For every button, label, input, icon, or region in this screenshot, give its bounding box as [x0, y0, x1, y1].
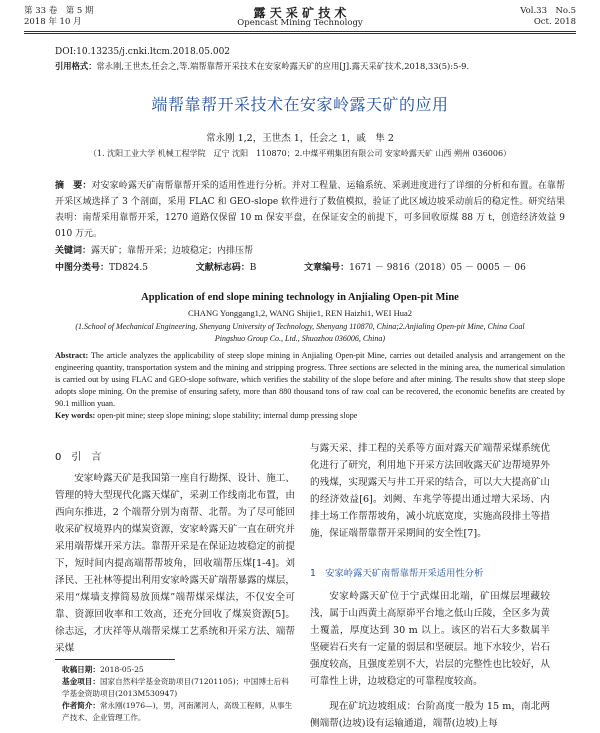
- affiliation-en: (1.School of Mechanical Engineering, Shenyang University of Technology, Shenyang 110870, China;2.Anjialing Open-pit Mine, China Coal Pingshuo Group Co., Ltd., Shuozhou 036006, China): [75, 322, 525, 343]
- author-bio: [62, 700, 294, 724]
- abstract-en-text: The article analyzes the applicability of steep slope mining in Anjialing Open-pit Mine, carries out detailed analysis and arrangement on the engineering quantity, transportation system and the mining and stripping progress. Three sections are selected in the mining area, the numerical simulation is carried out by using FLAC and GEO-slope software, which verifies the stability of the slope before and after mining. The results show that steep slope adopts slope mining. On the premise of ensuring safety, more than 880 thousand tons of raw coal can be recovered, the economic benefits are created by 90.1 million yuan.: [55, 351, 565, 408]
- fund: [62, 676, 294, 700]
- abstract-cn-text: 对安家岭露天矿南帮靠帮开采的适用性进行分析。并对工程量、运输系统、采剥进度进行了详细的分析和布置。在靠帮开采区域选择了 3 个剖面，采用 FLAC 和 GEO-slope 软件进行了数值模拟，验证了此区域边坡采动前后的稳定性。研究结果表明：南帮采用靠帮开采，1270 道路仅保留 10 m 保安平盘，在保证安全的前提下，可多回收原煤 88 万 t，创造经济效益 9 010 万元。: [55, 181, 565, 239]
- header-journal-cn: 露 天 采 矿 技 术: [253, 6, 347, 20]
- header-vol-en: Vol.33 No.5: [520, 6, 576, 16]
- keywords-en-label: Key words:: [55, 411, 96, 420]
- fund-text: 国家自然科学基金资助项目(71201105)；中国博士后科学基金资助项目(2013M530947): [62, 677, 289, 698]
- keywords-en: [55, 410, 565, 422]
- right-paragraph-1: 与露天采、排工程的关系等方面对露天矿端帮采煤系统优化进行了研究，利用地下开采方法回收露天矿边帮境界外的残煤，实现露天与井工开采的结合，可以大大提高矿山的经济效益[6]。刘阙、车兆学等提出通过增大采场、内排土场工作帮帮坡角，减小坑底宽度，实施高段排土等措施，保证端帮靠帮开采期间的安全性[7]。: [310, 443, 550, 539]
- clc-label: 中图分类号：: [55, 263, 110, 273]
- header-date-cn: 2018 年 10 月: [24, 17, 82, 27]
- abstract-cn: [55, 178, 565, 242]
- title-en: Application of end slope mining technology in Anjialing Open-pit Mine: [141, 292, 459, 303]
- received-date: 2018-05-25: [99, 665, 144, 674]
- header-vol-cn: 第 33 卷 第 5 期: [24, 6, 94, 16]
- authors-cn: 常永刚 1,2，王世杰 1，任会之 1，戚 隼 2: [206, 133, 394, 144]
- section-1-heading: 1 安家岭露天矿南帮靠帮开采适用性分析: [310, 568, 484, 579]
- fund-label: 基金项目：: [62, 677, 100, 686]
- citation-text: 常永刚,王世杰,任会之,等.端帮靠帮开采技术在安家岭露天矿的应用[J].露天采矿技术,2018,33(5):5-9.: [96, 61, 470, 71]
- keywords-cn-label: 关键词：: [55, 246, 92, 256]
- section-0-heading: 0 引 言: [55, 452, 102, 463]
- received-label: 收稿日期：: [62, 665, 100, 674]
- abstract-en: [55, 350, 565, 410]
- clc-value: TD824.5: [109, 263, 148, 273]
- footnote-rule: [55, 659, 175, 660]
- header-rule-2: [24, 33, 576, 34]
- citation-label: 引用格式：: [55, 61, 97, 71]
- intro-paragraph: 安家岭露天矿是我国第一座自行勘探、设计、施工、管理的特大型现代化露天煤矿，采剥工作线南北布置，由西向东推进，2 个端帮分别为南帮、北帮。为了尽可能回收采矿权境界内的煤炭资源，安家岭露天矿一直在研究并采用端帮煤开采方法。靠帮开采是在保证边坡稳定的前提下，短时间内提高端帮帮坡角，回收端帮压煤[1-4]。刘泽民、王社林等提出利用安家岭露天矿端帮暴露的煤层，采用“煤墙支撑简易放顶煤”端帮煤采煤法，不仅安全可靠、资源回收率和工效高，还充分回收了煤炭资源[5]。徐志远，才庆祥等从端帮采煤工艺系统和开采方法、端帮采煤: [55, 473, 295, 654]
- abstract-en-label: Abstract:: [55, 351, 89, 360]
- keywords-en-text: open-pit mine; steep slope mining; slope stability; internal dump pressing slope: [97, 411, 358, 420]
- header-rule: [24, 31, 576, 32]
- author-text: 常永刚(1976—)，男，河南漯河人，高级工程师，从事生产技术、企业管理工作。: [62, 701, 293, 722]
- right-paragraph-2: 安家岭露天矿位于宁武煤田北端，矿田煤层埋藏较浅，属于山西黄土高原峁平台地之低山丘陵，全区多为黄土覆盖，厚度达到 30 m 以上。该区的岩石大多数属半坚硬岩石夹有一定量的弱层和坚硬层。地下水较少，岩石强度较高，且强度差别不大，岩层的完整性也比较好，从可靠性上讲，边坡稳定的可靠程度较高。: [310, 591, 550, 687]
- header-date-en: Oct. 2018: [533, 17, 576, 27]
- author-label: 作者简介：: [62, 701, 100, 710]
- affiliation-cn: （1. 沈阳工业大学 机械工程学院 辽宁 沈阳 110870；2.中煤平朔集团有限公司 安家岭露天矿 山西 朔州 036006）: [88, 149, 512, 158]
- right-paragraph-3: 现在矿坑边坡组成：台阶高度一般为 15 m，南北两侧端帮(边坡)设有运输通道，端帮(边坡)上每: [310, 701, 550, 729]
- article-value: 1671 － 9816（2018）05 － 0005 － 06: [349, 263, 526, 273]
- authors-en: CHANG Yonggang1,2, WANG Shijie1, REN Haizhi1, WEI Hua2: [188, 308, 412, 318]
- code-value: B: [249, 263, 257, 273]
- keywords-cn: [55, 243, 565, 259]
- received: [62, 664, 294, 676]
- doi[interactable]: DOI:10.13235/j.cnki.ltcm.2018.05.002: [55, 47, 231, 57]
- abstract-cn-label: 摘 要：: [55, 181, 92, 191]
- footnote: [62, 664, 294, 724]
- article-label: 文章编号：: [304, 263, 350, 273]
- classification-row: [55, 260, 585, 276]
- title-cn: 端帮靠帮开采技术在安家岭露天矿的应用: [151, 95, 449, 114]
- code-label: 文献标志码：: [195, 263, 250, 273]
- header-journal-en: Opencast Mining Technology: [237, 18, 363, 28]
- keywords-cn-text: 露天矿；靠帮开采；边坡稳定；内排压帮: [91, 246, 254, 256]
- citation: [55, 60, 575, 73]
